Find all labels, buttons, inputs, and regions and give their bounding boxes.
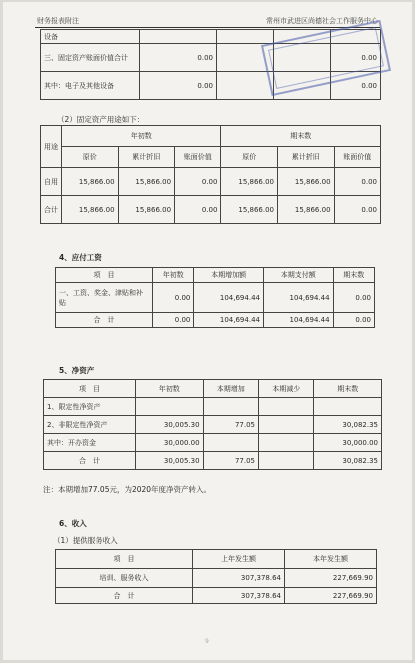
header-left: 财务报表附注	[37, 17, 79, 25]
table-row: 合 计 30,005.30 77.05 30,082.35	[44, 452, 382, 470]
table-row: 其中：开办资金 30,000.00 30,000.00	[44, 434, 382, 452]
table-header-row: 原价 累计折旧 账面价值 原价 累计折旧 账面价值	[41, 147, 381, 168]
page-number: 9	[205, 638, 209, 645]
table-header-row: 用途 年初数 期末数	[41, 126, 381, 147]
service-revenue-table	[55, 549, 377, 604]
row-label: 其中：电子及其他设备	[41, 72, 140, 100]
header-rule	[35, 27, 380, 28]
net-assets-note: 注：本期增加77.05元，为2020年度净资产转入。	[43, 485, 212, 494]
header-right: 常州市武进区尚德社会工作服务中心	[266, 17, 378, 25]
section-title: 6、收入	[59, 519, 87, 528]
table-row: 合 计 0.00 104,694.44 104,694.44 0.00	[56, 313, 375, 328]
table-row: 三、固定资产账面价值合计 0.00 0.00	[41, 44, 381, 72]
section-title: 4、应付工资	[59, 253, 102, 262]
document-page	[3, 2, 412, 660]
row-label: 设备	[41, 30, 140, 44]
table-row: 1、限定性净资产	[44, 398, 382, 416]
subsection-title: （2）固定资产用途如下：	[57, 115, 145, 124]
table-header-row: 项 目 上年发生额 本年发生额	[56, 550, 377, 569]
fixed-asset-use-table	[40, 125, 381, 224]
table-row: 2、非限定性净资产 30,005.30 77.05 30,082.35	[44, 416, 382, 434]
table-header-row: 项 目 年初数 本期增加 本期减少 期末数	[44, 380, 382, 398]
table-row: 自用 15,866.00 15,866.00 0.00 15,866.00 15,866.00 0.00	[41, 168, 381, 196]
table-row: 一、工资、奖金、津贴和补贴 0.00 104,694.44 104,694.44 0.00	[56, 283, 375, 313]
table-row: 合 计 307,378.64 227,669.90	[56, 588, 377, 604]
table-header-row: 项 目 年初数 本期增加额 本期支付额 期末数	[56, 268, 375, 283]
net-assets-table	[43, 379, 382, 470]
wages-payable-table	[55, 267, 375, 328]
table-row: 合计 15,866.00 15,866.00 0.00 15,866.00 15,866.00 0.00	[41, 196, 381, 224]
table-row: 培训、服务收入 307,378.64 227,669.90	[56, 569, 377, 588]
subsection-title: （1）提供服务收入	[53, 536, 118, 545]
table-row: 其中：电子及其他设备 0.00 0.00	[41, 72, 381, 100]
row-label: 三、固定资产账面价值合计	[41, 44, 140, 72]
section-title: 5、净资产	[59, 366, 95, 375]
